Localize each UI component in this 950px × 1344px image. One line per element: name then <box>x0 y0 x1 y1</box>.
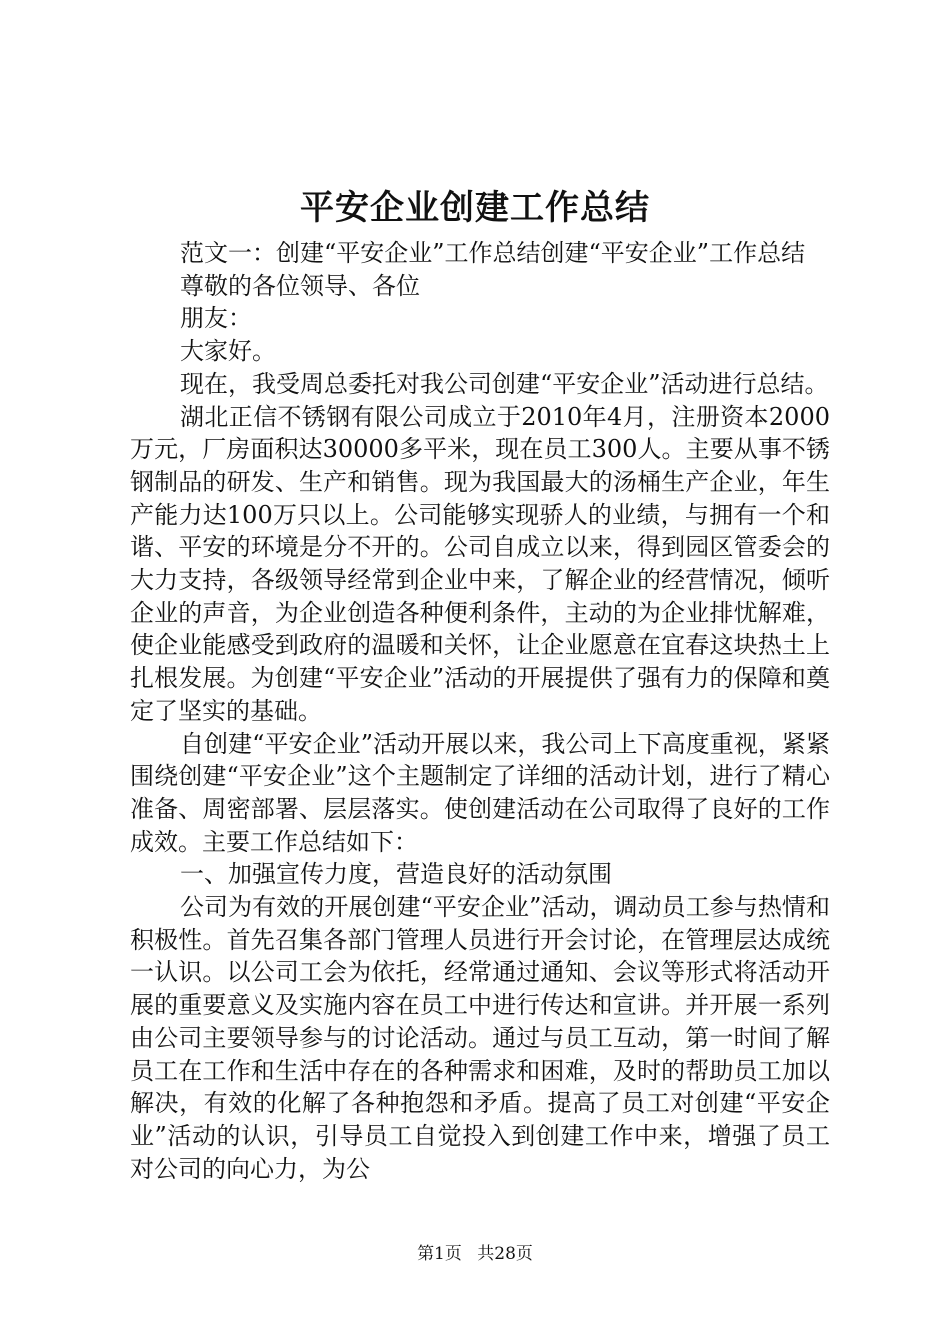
paragraph-salutation: 尊敬的各位领导、各位 <box>180 271 420 300</box>
document-title: 平安企业创建工作总结 <box>300 188 650 228</box>
paragraph-intro: 现在，我受周总委托对我公司创建“平安企业”活动进行总结。 <box>180 369 829 398</box>
paragraph-activity-overview: 自创建“平安企业”活动开展以来，我公司上下高度重视，紧紧围绕创建“平安企业”这个主题制定了详细的活动计划，进行了精心准备、周密部署、层层落实。使创建活动在公司取得了良好的工作成效。主要工作总结如下： <box>130 729 830 856</box>
page-footer <box>0 1242 950 1266</box>
paragraph-section-1-body: 公司为有效的开展创建“平安企业”活动，调动员工参与热情和积极性。首先召集各部门管理人员进行开会讨论，在管理层达成统一认识。以公司工会为依托，经常通过通知、会议等形式将活动开展的重要意义及实施内容在员工中进行传达和宣讲。并开展一系列由公司主要领导参与的讨论活动。通过与员工互动，第一时间了解员工在工作和生活中存在的各种需求和困难，及时的帮助员工加以解决，有效的化解了各种抱怨和矛盾。提高了员工对创建“平安企业”活动的认识，引导员工自觉投入到创建工作中来，增强了员工对公司的向心力，为公 <box>130 893 830 1183</box>
paragraph-greeting: 大家好。 <box>180 337 276 366</box>
document-body <box>130 237 830 1185</box>
paragraph-company-profile: 湖北正信不锈钢有限公司成立于2010年4月，注册资本2000万元，厂房面积达30000多平米，现在员工300人。主要从事不锈钢制品的研发、生产和销售。现为我国最大的汤桶生产企业，年生产能力达100万只以上。公司能够实现骄人的业绩，与拥有一个和谐、平安的环境是分不开的。公司自成立以来，得到园区管委会的大力支持，各级领导经常到企业中来，了解企业的经营情况，倾听企业的声音，为企业创造各种便利条件，主动的为企业排忧解难，使企业能感受到政府的温暖和关怀，让企业愿意在宜春这块热土上扎根发展。为创建“平安企业”活动的开展提供了强有力的保障和奠定了坚实的基础。 <box>130 402 830 725</box>
page-total: 共28页 <box>477 1244 533 1264</box>
paragraph-salutation-friends: 朋友： <box>180 304 252 333</box>
section-heading-1: 一、加强宣传力度，营造良好的活动氛围 <box>180 860 612 889</box>
paragraph-heading-fanwen: 范文一：创建“平安企业”工作总结创建“平安企业”工作总结 <box>180 239 806 267</box>
page-number: 第1页 <box>417 1244 462 1264</box>
